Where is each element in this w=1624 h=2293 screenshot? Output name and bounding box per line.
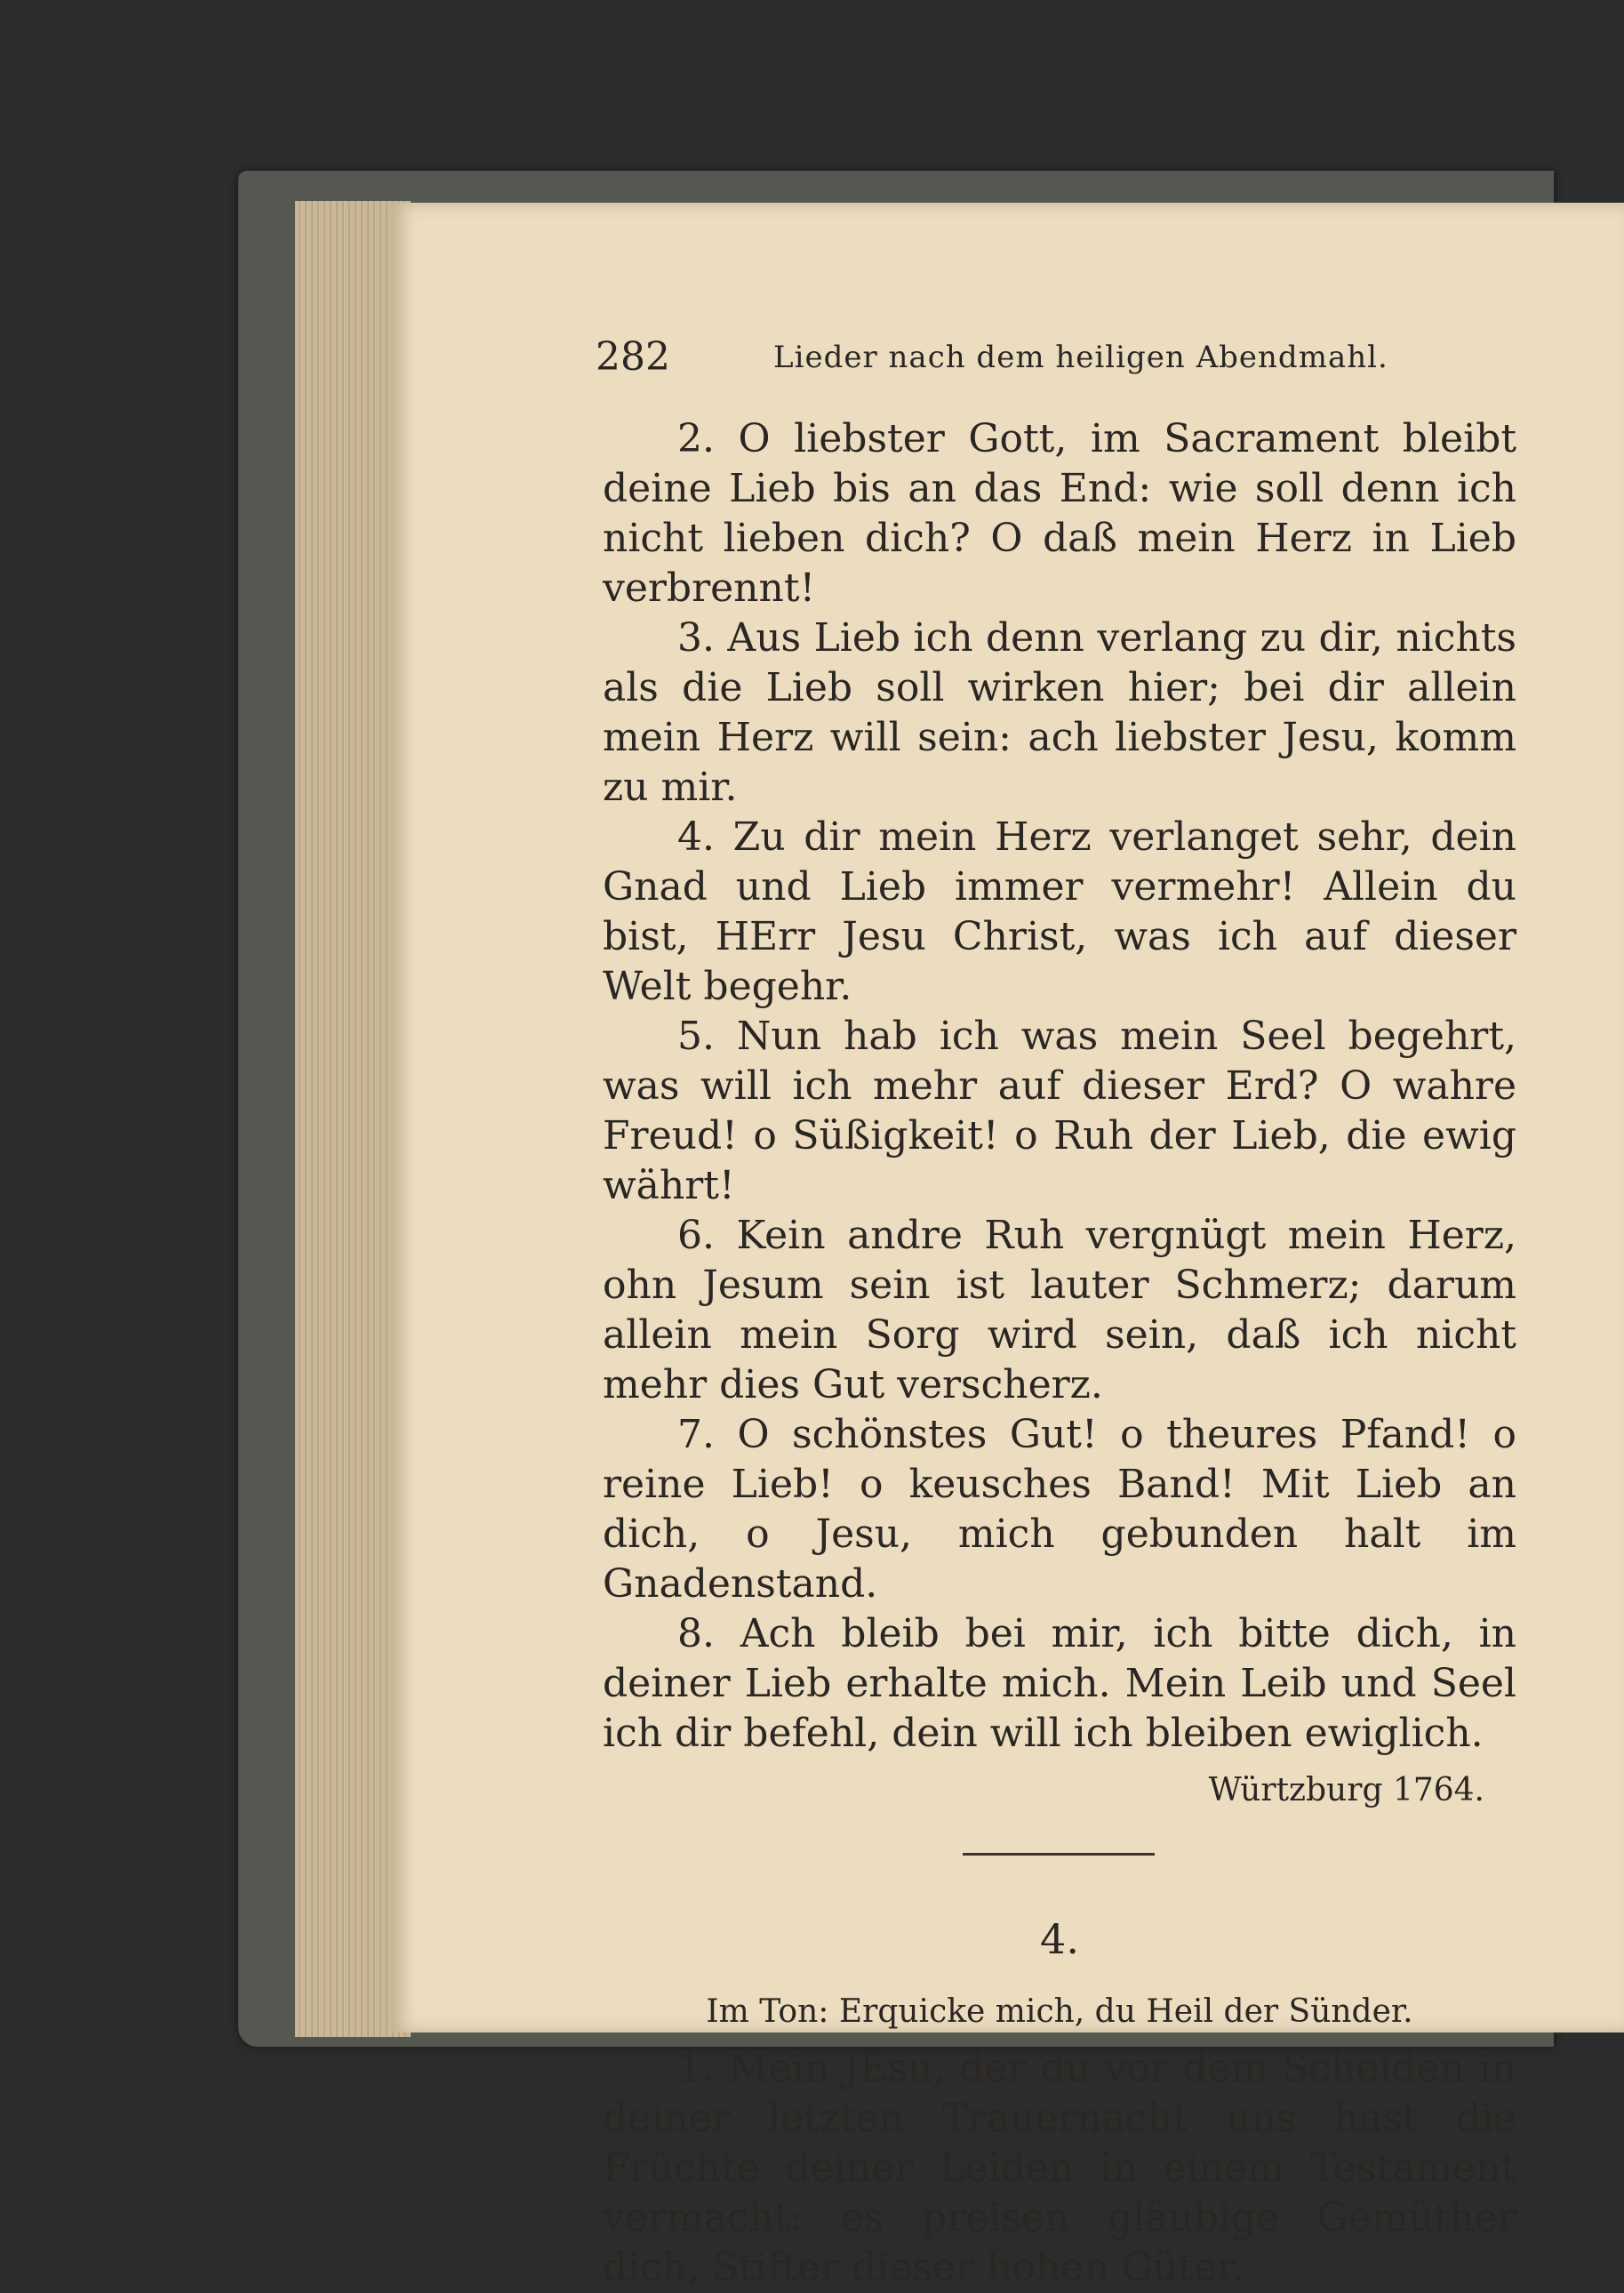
- stanza-2: 2. O liebster Gott, im Sacrament bleibt deine Lieb bis an das End: wie soll denn ich nicht lieben dich? O daß mein Herz in Lieb verbrennt!: [603, 416, 1516, 611]
- page-number: 282: [596, 334, 670, 380]
- section-number: 4.: [1040, 1915, 1079, 1963]
- stanza-5: 5. Nun hab ich was mein Seel begehrt, was will ich mehr auf dieser Erd? O wahre Freud! o Süßigkeit! o Ruh der Lieb, die ewig währt!: [603, 1014, 1516, 1208]
- stanza-1-new-hymn: 1. Mein JEsu, der du vor dem Scheiden in deiner letzten Trauernacht uns hast die Früchte deiner Leiden in einem Testament vermacht: es preisen gläubige Gemüther dich, Stifter dieser hohen Güter.: [603, 2046, 1516, 2290]
- stanza-8: 8. Ach bleib bei mir, ich bitte dich, in deiner Lieb erhalte mich. Mein Leib und Seel ich dir befehl, dein will ich bleiben ewiglich.: [603, 1611, 1516, 1756]
- melody-line: Im Ton: Erquicke mich, du Heil der Sünder.: [706, 1993, 1413, 2030]
- stanza-6: 6. Kein andre Ruh vergnügt mein Herz, ohn Jesum sein ist lauter Schmerz; darum allein mein Sorg wird sein, daß ich nicht mehr dies Gut verscherz.: [603, 1213, 1516, 1407]
- page-body: [603, 414, 1516, 2293]
- attribution: Würtzburg 1764.: [1208, 1772, 1484, 1808]
- stanza-4: 4. Zu dir mein Herz verlanget sehr, dein Gnad und Lieb immer vermehr! Allein du bist, HErr Jesu Christ, was ich auf dieser Welt begehr.: [603, 814, 1516, 1009]
- section-divider: [963, 1853, 1155, 1856]
- stanza-3: 3. Aus Lieb ich denn verlang zu dir, nichts als die Lieb soll wirken hier; bei dir allein mein Herz will sein: ach liebster Jesu, komm zu mir.: [603, 615, 1516, 810]
- running-title: Lieder nach dem heiligen Abendmahl.: [773, 340, 1388, 375]
- page-header: [596, 334, 1511, 384]
- stanza-7: 7. O schönstes Gut! o theures Pfand! o reine Lieb! o keusches Band! Mit Lieb an dich, o Jesu, mich gebunden halt im Gnadenstand.: [603, 1412, 1516, 1607]
